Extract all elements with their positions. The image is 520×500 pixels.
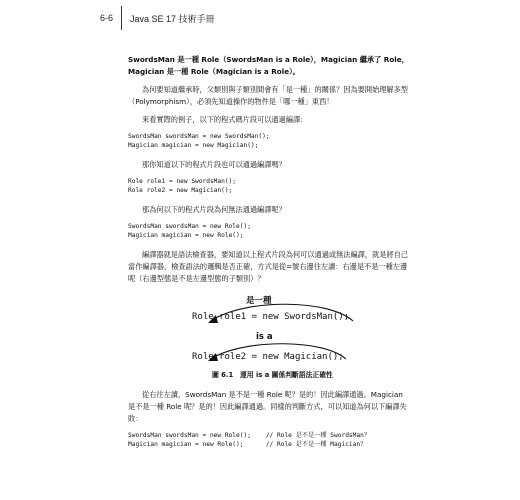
page-body — [128, 54, 411, 458]
code-block-3 — [128, 222, 411, 240]
book-title: Java SE 17 技術手冊 — [130, 13, 215, 24]
figure-caption: 圖 6.1 運用 is a 關係判斷語法正確性 — [212, 371, 333, 379]
paragraph-question-compile: 那你知道以下的程式片段也可以通過編譯嗎？ — [142, 160, 286, 169]
paragraph-read-right-to-left: 從右往左讀，SwordsMan 是不是一種 Role 呢？是的！因此編譯通過。Magician 是不是一種 Role 呢？是的！因此編譯通過。同樣的判斷方式，可以知道為何以下編譯失敗： — [128, 390, 407, 423]
code-line: Magician magician = new Magician(); — [128, 142, 259, 149]
code-block-2 — [128, 177, 411, 195]
paragraph-compiler-check: 編譯器就是語法檢查器，要知道以上程式片段為何可以通過或無法編譯，就是將自己當作編譯器，檢查語法的邏輯是否正確，方式是從=號右邊往左讀：右邊是不是一種左邊呢（右邊型態是不是左邊型態的子類別）？ — [128, 250, 408, 283]
code-line: Magician magician = new Role(); — [128, 232, 244, 239]
code-line: Magician magician = new Role(); // Role 是不是一種 Magician？ — [128, 441, 367, 448]
paragraph-example-intro: 來看實際的例子，以下的程式碼片段可以通過編譯： — [142, 115, 308, 124]
paragraph-why-is-a: 為何要知道繼承時，父類別與子類別間會有「是一種」的關係？因為要開始理解多型（Polymorphism），必須先知道操作的物件是「哪一種」東西！ — [128, 85, 408, 106]
code-line: SwordsMan swordsMan = new SwordsMan(); — [128, 133, 270, 140]
code-line: Role role2 = new Magician(); — [128, 187, 233, 194]
figure-label-is-a: is a — [256, 332, 273, 342]
figure-is-a — [128, 291, 411, 383]
code-block-1 — [128, 132, 411, 150]
figure-label-is-a-kind: 是一種 — [246, 296, 272, 306]
page-number: 6-6 — [100, 13, 114, 23]
header-divider — [121, 6, 122, 30]
code-line: Role role1 = new SwordsMan(); — [128, 178, 237, 185]
paragraph-is-a-relation: SwordsMan 是一種 Role（SwordsMan is a Role），Magician 繼承了 Role，Magician 是一種 Role（Magician is a Role）。 — [128, 55, 409, 76]
figure-code-line-1: Role role1 = new SwordsMan(); — [192, 312, 350, 322]
code-line: SwordsMan swordsMan = new Role(); // Role 是不是一種 SwordsMan？ — [128, 432, 371, 439]
code-line: SwordsMan swordsMan = new Role(); — [128, 223, 251, 230]
page-header — [100, 6, 215, 30]
figure-code-line-2: Role role2 = new Magician(); — [192, 352, 344, 362]
code-block-4 — [128, 431, 411, 449]
paragraph-why-fail: 那為何以下的程式片段為何無法通過編譯呢？ — [142, 205, 286, 214]
